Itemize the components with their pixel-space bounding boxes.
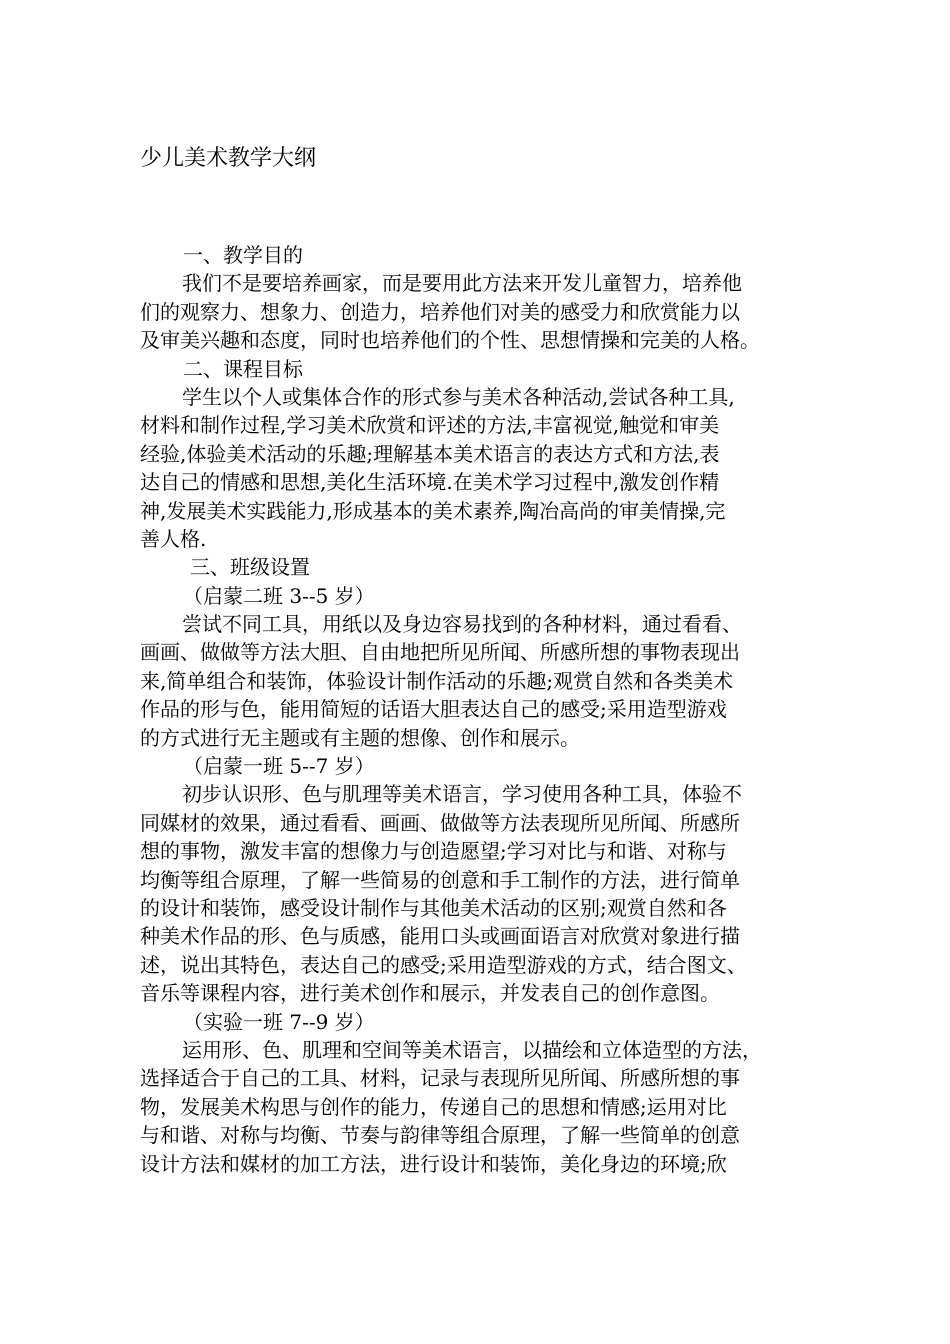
paragraph-line: 画画、做做等方法大胆、自由地把所见所闻、所感所想的事物表现出 [140,640,740,665]
paragraph-line: 神,发展美术实践能力,形成基本的美术素养,陶冶高尚的审美情操,完 [140,498,726,523]
paragraph-line: 经验,体验美术活动的乐趣;理解基本美术语言的表达方式和方法,表 [140,441,720,466]
document-body [140,241,820,1178]
paragraph-line: 音乐等课程内容，进行美术创作和展示，并发表自己的创作意图。 [140,981,720,1006]
paragraph-line: 运用形、色、肌理和空间等美术语言，以描绘和立体造型的方法， [182,1037,762,1062]
paragraph-line: 达自己的情感和思想,美化生活环境.在美术学习过程中,激发创作精 [140,470,720,495]
paragraph-line: 的方式进行无主题或有主题的想像、创作和展示。 [140,725,580,750]
paragraph-line: 想的事物，激发丰富的想像力与创造愿望;学习对比与和谐、对称与 [140,839,727,864]
paragraph-line: 设计方法和媒材的加工方法，进行设计和装饰，美化身边的环境;欣 [140,1151,727,1176]
class-heading-experimental-one: （实验一班 7--9 岁） [183,1009,375,1034]
paragraph-line: 与和谐、对称与均衡、节奏与韵律等组合原理，了解一些简单的创意 [140,1123,740,1148]
paragraph-line: 同媒材的效果，通过看看、画画、做做等方法表现所见所闻、所感所 [140,810,740,835]
paragraph-line: 们的观察力、想象力、创造力，培养他们对美的感受力和欣赏能力以 [140,299,740,324]
class-heading-enlightenment-one: （启蒙一班 5--7 岁） [183,754,375,779]
paragraph-line: 均衡等组合原理，了解一些简易的创意和手工制作的方法，进行简单 [140,867,740,892]
section-heading-teaching-purpose: 一、教学目的 [183,243,303,267]
paragraph-line: 初步认识形、色与肌理等美术语言，学习使用各种工具，体验不 [182,782,742,807]
section-heading-course-goals: 二、课程目标 [183,356,303,381]
document-title: 少儿美术教学大纲 [140,146,317,171]
paragraph-line: 种美术作品的形、色与质感，能用口头或画面语言对欣赏对象进行描 [140,924,740,949]
class-heading-enlightenment-two: （启蒙二班 3--5 岁） [183,583,375,608]
paragraph-line: 善人格. [140,526,207,551]
paragraph-line: 我们不是要培养画家，而是要用此方法来开发儿童智力，培养他 [182,271,742,296]
paragraph-line: 尝试不同工具，用纸以及身边容易找到的各种材料，通过看看、 [182,612,742,637]
paragraph-line: 及审美兴趣和态度，同时也培养他们的个性、思想情操和完美的人格。 [140,328,760,353]
paragraph-line: 学生以个人或集体合作的形式参与美术各种活动,尝试各种工具, [182,384,735,409]
paragraph-line: 的设计和装饰，感受设计制作与其他美术活动的区别;观赏自然和各 [140,895,727,920]
paragraph-line: 物，发展美术构思与创作的能力，传递自己的思想和情感;运用对比 [140,1094,727,1119]
paragraph-line: 来,简单组合和装饰，体验设计制作活动的乐趣;观赏自然和各类美术 [140,668,734,693]
paragraph-line: 选择适合于自己的工具、材料，记录与表现所见所闻、所感所想的事 [140,1066,740,1091]
paragraph-line: 材料和制作过程,学习美术欣赏和评述的方法,丰富视觉,触觉和审美 [140,413,720,438]
paragraph-line: 作品的形与色，能用简短的话语大胆表达自己的感受;采用造型游戏 [140,697,727,722]
paragraph-line: 述，说出其特色，表达自己的感受;采用造型游戏的方式，结合图文、 [140,952,747,977]
section-heading-class-setup: 三、班级设置 [190,555,310,580]
